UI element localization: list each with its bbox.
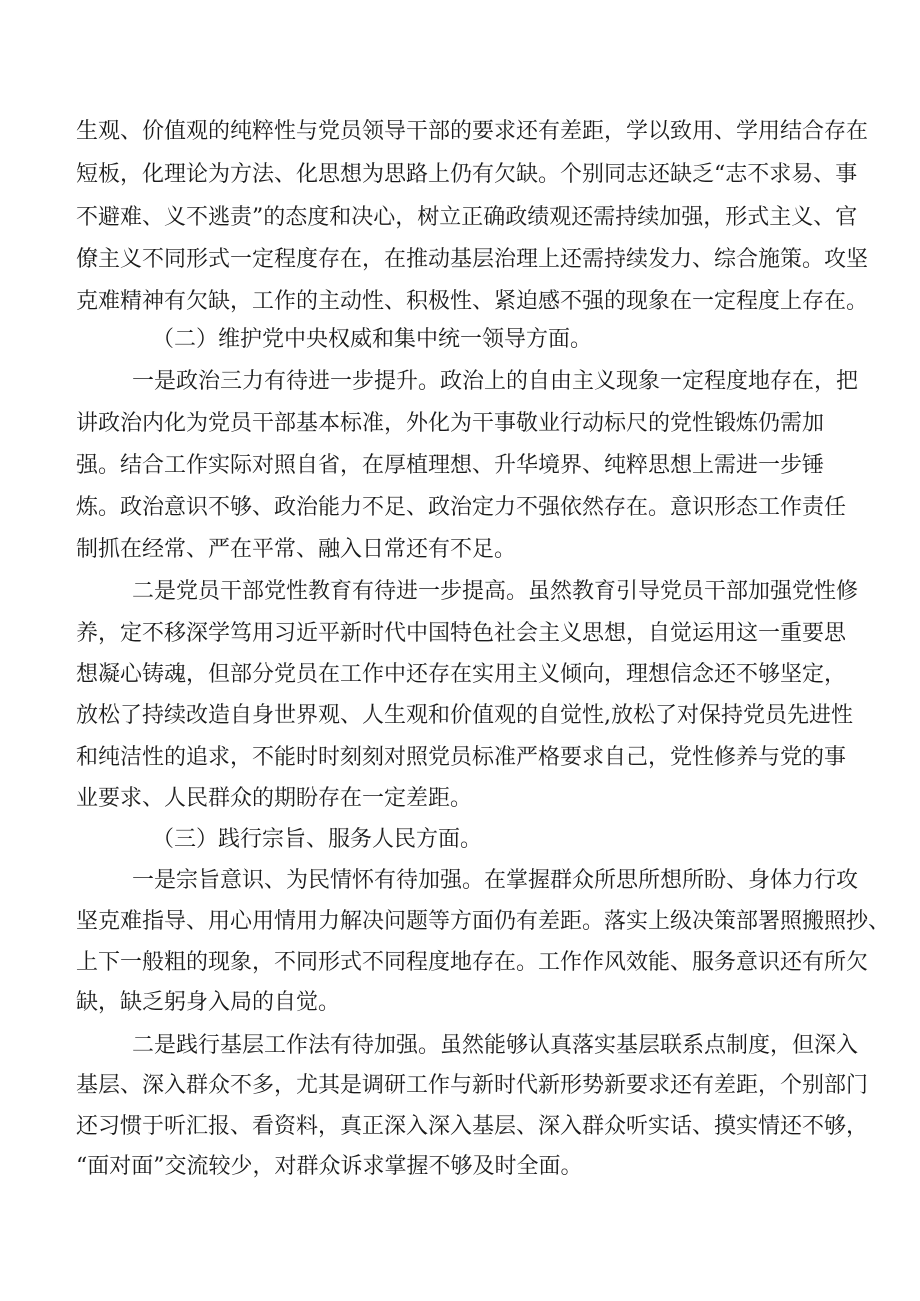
text-line: 不避难、义不逃责”的态度和决心，树立正确政绩观还需持续加强，形式主义、官 — [76, 205, 858, 230]
text-line: 业要求、人民群众的期盼存在一定差距。 — [76, 786, 473, 811]
text-line: 短板，化理论为方法、化思想为思路上仍有欠缺。个别同志还缺乏“志不求易、事 — [76, 162, 858, 187]
text-line: 和纯洁性的追求，不能时时刻刻对照党员标准严格要求自己，党性修养与党的事 — [76, 745, 847, 770]
text-line: 缺，缺乏躬身入局的自觉。 — [76, 990, 341, 1015]
text-line: 放松了持续改造自身世界观、人生观和价值观的自觉性,放松了对保持党员先进性 — [76, 703, 853, 728]
text-line: 养，定不移深学笃用习近平新时代中国特色社会主义思想，自觉运用这一重要思 — [76, 621, 847, 646]
text-line: 还习惯于听汇报、看资料，真正深入深入基层、深入群众听实话、摸实情还不够， — [76, 1114, 869, 1139]
text-line: 制抓在经常、严在平常、融入日常还有不足。 — [76, 537, 517, 562]
text-line: 基层、深入群众不多，尤其是调研工作与新时代新形势新要求还有差距，个别部门 — [76, 1073, 869, 1098]
section-heading: （二）维护党中央权威和集中统一领导方面。 — [152, 327, 593, 352]
paragraph-first-line: 一是政治三力有待进一步提升。政治上的自由主义现象一定程度地存在，把 — [132, 369, 859, 394]
text-line: 生观、价值观的纯粹性与党员领导干部的要求还有差距，学以致用、学用结合存在 — [76, 119, 869, 144]
text-line: 上下一般粗的现象，不同形式不同程度地存在。工作作风效能、服务意识还有所欠 — [76, 950, 869, 975]
text-line: 讲政治内化为党员干部基本标准，外化为干事敬业行动标尺的党性锻炼仍需加 — [76, 411, 825, 436]
section-heading: （三）践行宗旨、服务人民方面。 — [152, 827, 483, 852]
text-line: 炼。政治意识不够、政治能力不足、政治定力不强依然存在。意识形态工作责任 — [76, 495, 847, 520]
paragraph-first-line: 二是践行基层工作法有待加强。虽然能够认真落实基层联系点制度，但深入 — [132, 1033, 859, 1058]
text-line: 想凝心铸魂，但部分党员在工作中还存在实用主义倾向，理想信念还不够坚定， — [76, 662, 847, 687]
text-line: 僚主义不同形式一定程度存在，在推动基层治理上还需持续发力、综合施策。攻坚 — [76, 247, 869, 272]
text-line: “面对面”交流较少，对群众诉求掌握不够及时全面。 — [76, 1154, 583, 1179]
text-line: 克难精神有欠缺，工作的主动性、积极性、紧迫感不强的现象在一定程度上存在。 — [76, 289, 869, 314]
text-line: 强。结合工作实际对照自省，在厚植理想、升华境界、纯粹思想上需进一步锤 — [76, 453, 825, 478]
paragraph-first-line: 二是党员干部党性教育有待进一步提高。虽然教育引导党员干部加强党性修 — [132, 579, 859, 604]
text-line: 坚克难指导、用心用情用力解决问题等方面仍有差距。落实上级决策部署照搬照抄、 — [76, 909, 891, 934]
paragraph-first-line: 一是宗旨意识、为民情怀有待加强。在掌握群众所思所想所盼、身体力行攻 — [132, 868, 859, 893]
